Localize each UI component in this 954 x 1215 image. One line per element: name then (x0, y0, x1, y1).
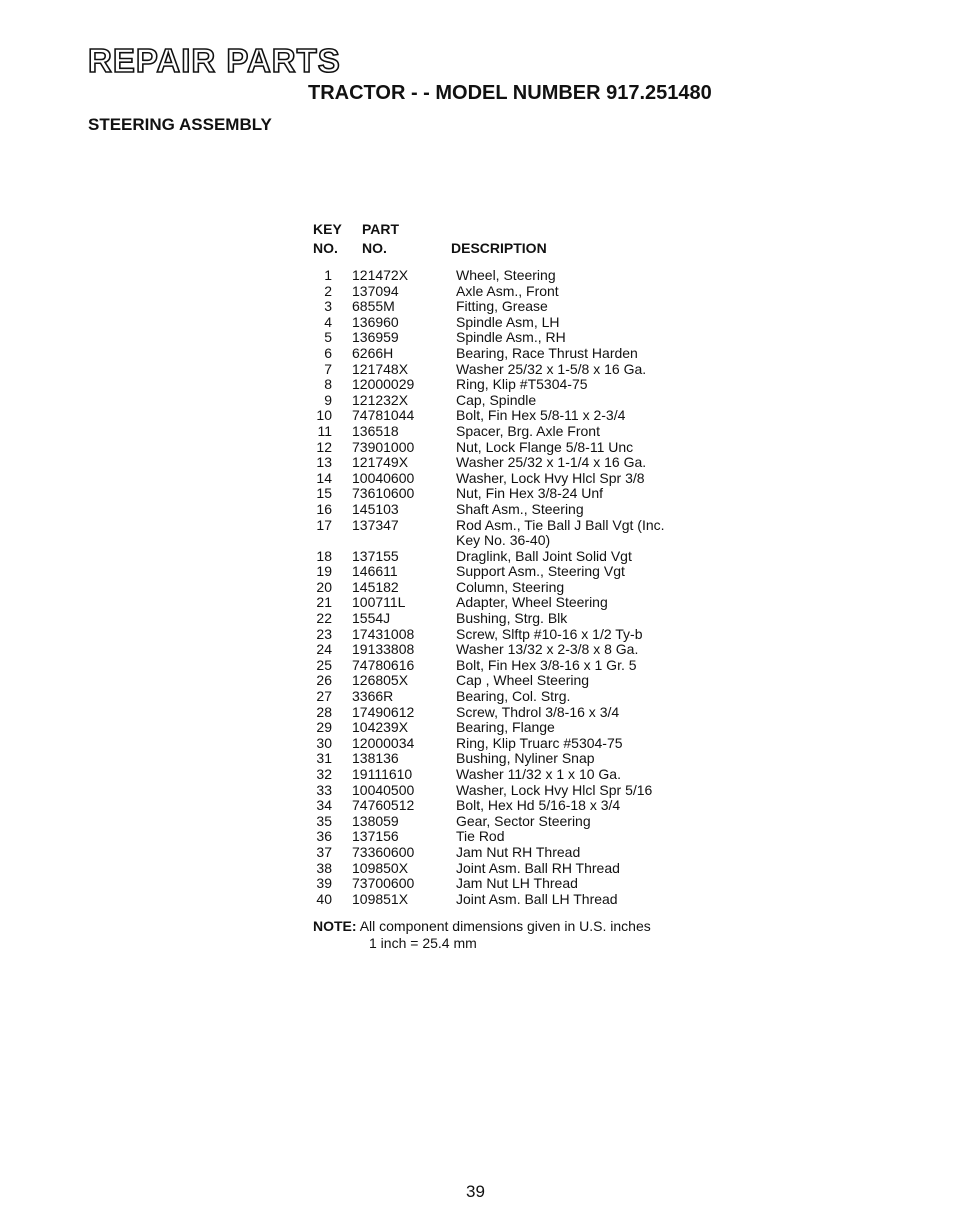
part-description-line: Washer 13/32 x 2-3/8 x 8 Ga. (456, 641, 639, 658)
part-description (434, 330, 730, 346)
col-desc-header: DESCRIPTION (451, 240, 547, 256)
part-number: 146611 (352, 563, 398, 580)
part-description (434, 814, 730, 830)
key-number: 4 (324, 313, 332, 330)
table-row (310, 705, 730, 721)
col-key-header-line1: KEY (313, 221, 342, 237)
part-description-line: Screw, Thdrol 3/8-16 x 3/4 (456, 703, 620, 720)
key-number: 28 (316, 703, 332, 720)
key-number: 6 (324, 344, 332, 361)
part-description (434, 518, 730, 549)
part-number: 121232X (352, 391, 409, 408)
part-description (434, 829, 730, 845)
key-number: 30 (316, 734, 332, 751)
key-number: 17 (316, 516, 332, 533)
part-description-line: Bearing, Race Thrust Harden (456, 344, 638, 361)
table-row (310, 471, 730, 487)
part-number: 121748X (352, 360, 409, 377)
part-description (434, 440, 730, 456)
part-number: 74781044 (352, 407, 415, 424)
table-row (310, 330, 730, 346)
part-description (434, 658, 730, 674)
part-number: 104239X (352, 719, 409, 736)
part-description-line: Column, Steering (456, 578, 565, 595)
table-row (310, 268, 730, 284)
table-row (310, 408, 730, 424)
part-description (434, 689, 730, 705)
part-description (434, 798, 730, 814)
table-row (310, 767, 730, 783)
part-description-line: Bearing, Col. Strg. (456, 688, 571, 705)
part-description-line: Draglink, Ball Joint Solid Vgt (456, 547, 632, 564)
part-description (434, 486, 730, 502)
part-number: 137347 (352, 516, 399, 533)
part-description (434, 455, 730, 471)
part-description (434, 564, 730, 580)
page-number: 39 (466, 1182, 485, 1201)
col-part-header-line2: NO. (362, 240, 387, 256)
part-description-line: Screw, Slftp #10-16 x 1/2 Ty-b (456, 625, 643, 642)
key-number: 40 (316, 890, 332, 907)
table-row (310, 627, 730, 643)
table-row (310, 440, 730, 456)
part-number: 10040600 (352, 469, 415, 486)
key-number: 1 (324, 267, 332, 283)
part-number: 73901000 (352, 438, 415, 455)
table-row (310, 689, 730, 705)
part-description (434, 627, 730, 643)
page-title: REPAIR PARTS (88, 42, 341, 79)
part-description-line: Ring, Klip #T5304-75 (456, 376, 588, 393)
part-number: 73610600 (352, 485, 415, 502)
key-number: 38 (316, 859, 332, 876)
part-description-line: Bolt, Fin Hex 5/8-11 x 2-3/4 (456, 407, 626, 424)
table-row (310, 377, 730, 393)
key-number: 7 (324, 360, 332, 377)
part-description (434, 845, 730, 861)
table-row (310, 673, 730, 689)
part-description (434, 268, 730, 284)
key-number: 39 (316, 875, 332, 892)
part-description-line: Jam Nut RH Thread (456, 843, 581, 860)
part-number: 109851X (352, 890, 409, 907)
part-number: 121472X (352, 267, 409, 283)
key-number: 20 (316, 578, 332, 595)
key-number: 27 (316, 688, 332, 705)
model-subtitle: TRACTOR - - MODEL NUMBER 917.251480 (308, 82, 712, 104)
part-description (434, 720, 730, 736)
part-description-line: Joint Asm. Ball RH Thread (456, 859, 620, 876)
key-number: 36 (316, 828, 332, 845)
key-number: 21 (316, 594, 332, 611)
key-number: 18 (316, 547, 332, 564)
part-description (434, 471, 730, 487)
part-description-line: Bushing, Nyliner Snap (456, 750, 595, 767)
part-description-line: Fitting, Grease (456, 298, 548, 315)
key-number: 10 (316, 407, 332, 424)
part-number: 137094 (352, 282, 399, 299)
section-heading: STEERING ASSEMBLY (88, 115, 272, 134)
table-row (310, 284, 730, 300)
part-description-line: Bolt, Fin Hex 3/8-16 x 1 Gr. 5 (456, 656, 637, 673)
part-description-line: Washer, Lock Hvy Hlcl Spr 5/16 (456, 781, 653, 798)
table-row (310, 751, 730, 767)
part-number: 145103 (352, 500, 399, 517)
part-number: 121749X (352, 454, 409, 471)
part-description-line: Tie Rod (456, 828, 505, 845)
table-row (310, 720, 730, 736)
part-description (434, 767, 730, 783)
part-number: 137155 (352, 547, 399, 564)
table-row (310, 299, 730, 315)
part-description-line: Wheel, Steering (456, 267, 556, 283)
part-description (434, 642, 730, 658)
key-number: 3 (324, 298, 332, 315)
part-description-line: Nut, Lock Flange 5/8-11 Unc (456, 438, 634, 455)
part-description (434, 299, 730, 315)
table-row (310, 486, 730, 502)
part-number: 12000034 (352, 734, 415, 751)
table-row (310, 455, 730, 471)
table-row (310, 518, 730, 549)
part-description (434, 611, 730, 627)
key-number: 19 (316, 563, 332, 580)
part-number: 74780616 (352, 656, 415, 673)
part-description-line: Bolt, Hex Hd 5/16-18 x 3/4 (456, 797, 621, 814)
part-description-line: Washer, Lock Hvy Hlcl Spr 3/8 (456, 469, 645, 486)
part-description (434, 393, 730, 409)
part-description (434, 736, 730, 752)
table-row (310, 814, 730, 830)
part-description (434, 751, 730, 767)
part-description (434, 705, 730, 721)
part-number: 6266H (352, 344, 394, 361)
key-number: 11 (317, 422, 332, 439)
part-number: 1554J (352, 610, 391, 627)
key-number: 35 (316, 812, 332, 829)
part-description (434, 502, 730, 518)
key-number: 15 (316, 485, 332, 502)
key-number: 12 (316, 438, 332, 455)
part-number: 6855M (352, 298, 395, 315)
table-row (310, 595, 730, 611)
part-description-line: Adapter, Wheel Steering (456, 594, 608, 611)
part-number: 17431008 (352, 625, 415, 642)
table-row (310, 876, 730, 892)
part-description-line: Washer 25/32 x 1-1/4 x 16 Ga. (456, 454, 647, 471)
key-number: 33 (316, 781, 332, 798)
key-number: 32 (316, 766, 332, 782)
key-number: 13 (316, 454, 332, 471)
note-block (313, 918, 651, 952)
part-description-line: Axle Asm., Front (456, 282, 559, 299)
table-row (310, 424, 730, 440)
part-description (434, 595, 730, 611)
key-number: 23 (316, 625, 332, 642)
table-row (310, 829, 730, 845)
part-description-line: Ring, Klip Truarc #5304-75 (456, 734, 623, 751)
part-description (434, 315, 730, 331)
part-number: 137156 (352, 828, 399, 845)
part-description-line: Rod Asm., Tie Ball J Ball Vgt (Inc. (456, 516, 665, 533)
part-description (434, 362, 730, 378)
part-description (434, 892, 730, 908)
part-description-line: Bearing, Flange (456, 719, 555, 736)
key-number: 24 (316, 641, 332, 658)
note-conversion: 1 inch = 25.4 mm (369, 935, 477, 951)
table-row (310, 346, 730, 362)
table-row (310, 549, 730, 565)
key-number: 14 (316, 469, 332, 486)
part-description-line: Support Asm., Steering Vgt (456, 563, 625, 580)
part-number: 19111610 (352, 766, 413, 782)
part-description (434, 284, 730, 300)
key-number: 29 (316, 719, 332, 736)
part-number: 19133808 (352, 641, 415, 658)
part-number: 12000029 (352, 376, 415, 393)
part-number: 73360600 (352, 843, 415, 860)
key-number: 34 (316, 797, 332, 814)
note-label: NOTE: (313, 918, 357, 934)
part-description-line: Jam Nut LH Thread (456, 875, 578, 892)
col-part-header-line1: PART (362, 221, 400, 237)
col-key-header-line2: NO. (313, 240, 338, 256)
table-row (310, 362, 730, 378)
key-number: 9 (324, 391, 332, 408)
key-number: 5 (324, 329, 332, 346)
table-row (310, 642, 730, 658)
key-number: 25 (316, 656, 332, 673)
table-row (310, 798, 730, 814)
part-description-line: Washer 25/32 x 1-5/8 x 16 Ga. (456, 360, 647, 377)
table-row (310, 783, 730, 799)
part-description (434, 424, 730, 440)
part-description (434, 408, 730, 424)
part-number: 138136 (352, 750, 399, 767)
part-number: 3366R (352, 688, 394, 705)
part-description (434, 861, 730, 877)
part-description (434, 346, 730, 362)
key-number: 22 (316, 610, 332, 627)
part-number: 109850X (352, 859, 409, 876)
key-number: 8 (324, 376, 332, 393)
part-description-line: Spindle Asm, LH (456, 313, 560, 330)
part-number: 136959 (352, 329, 399, 346)
part-description-line: Spacer, Brg. Axle Front (456, 422, 600, 439)
part-description-line: Spindle Asm., RH (456, 329, 566, 346)
part-description-line: Cap, Spindle (456, 391, 537, 408)
part-description (434, 549, 730, 565)
part-description-line: Gear, Sector Steering (456, 812, 591, 829)
part-description (434, 673, 730, 689)
table-row (310, 736, 730, 752)
key-number: 2 (324, 282, 332, 299)
table-row (310, 315, 730, 331)
key-number: 37 (316, 843, 332, 860)
parts-table (310, 268, 730, 907)
part-description-line: Washer 11/32 x 1 x 10 Ga. (456, 766, 621, 782)
part-description (434, 783, 730, 799)
table-row (310, 658, 730, 674)
key-number: 31 (316, 750, 332, 767)
note-text: All component dimensions given in U.S. inches (359, 918, 651, 934)
table-row (310, 611, 730, 627)
part-number: 10040500 (352, 781, 415, 798)
table-row (310, 564, 730, 580)
part-number: 145182 (352, 578, 399, 595)
part-number: 126805X (352, 672, 409, 689)
part-number: 136518 (352, 422, 399, 439)
part-number: 17490612 (352, 703, 415, 720)
key-number: 26 (316, 672, 332, 689)
part-description (434, 377, 730, 393)
part-number: 136960 (352, 313, 399, 330)
part-description-line: Key No. 36-40) (456, 532, 551, 549)
part-number: 73700600 (352, 875, 415, 892)
table-row (310, 502, 730, 518)
table-row (310, 393, 730, 409)
part-number: 138059 (352, 812, 399, 829)
part-description-line: Shaft Asm., Steering (456, 500, 584, 517)
part-description (434, 876, 730, 892)
part-description-line: Cap , Wheel Steering (456, 672, 590, 689)
part-number: 100711L (352, 594, 406, 611)
part-description-line: Joint Asm. Ball LH Thread (456, 890, 618, 907)
part-description-line: Bushing, Strg. Blk (456, 610, 568, 627)
part-description (434, 580, 730, 596)
table-row (310, 845, 730, 861)
part-number: 74760512 (352, 797, 415, 814)
table-row (310, 861, 730, 877)
table-row (310, 580, 730, 596)
part-description-line: Nut, Fin Hex 3/8-24 Unf (456, 485, 604, 502)
key-number: 16 (316, 500, 332, 517)
table-row (310, 892, 730, 908)
